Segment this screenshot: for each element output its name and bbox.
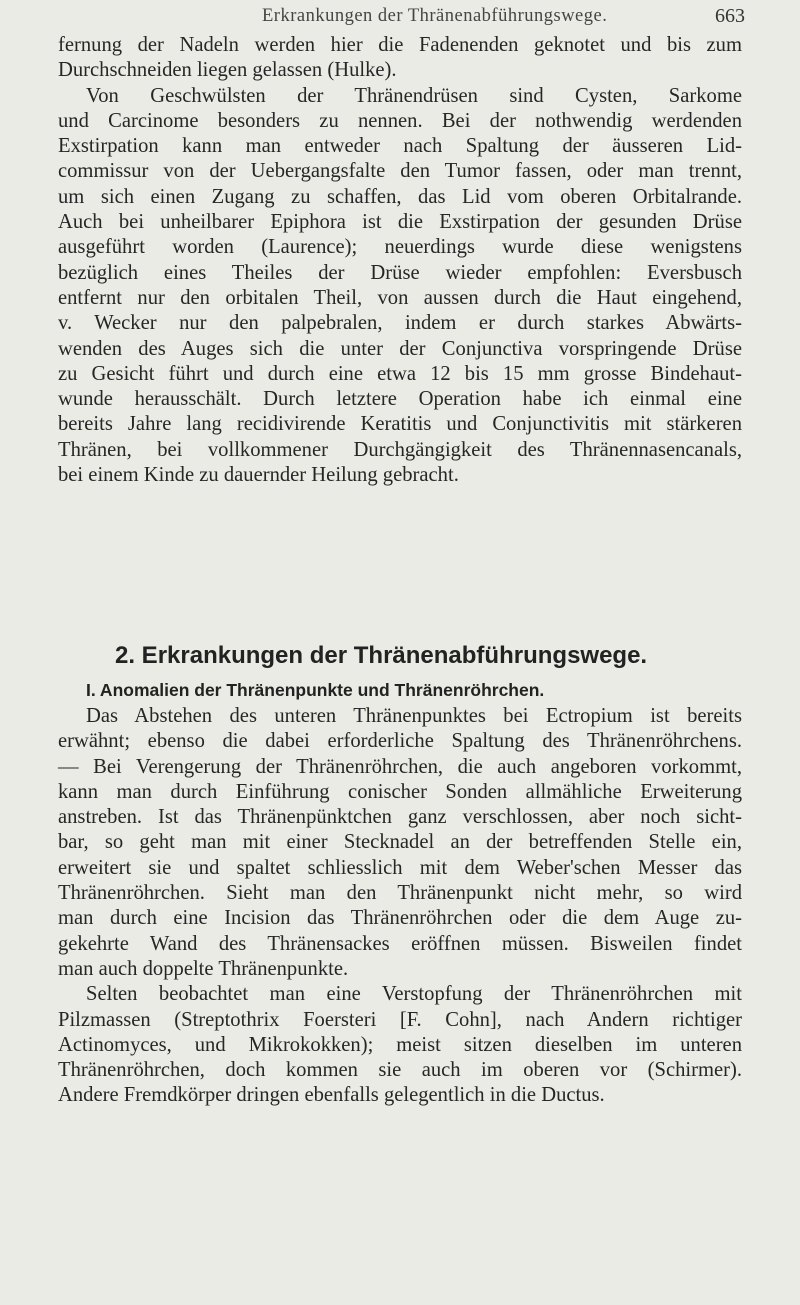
text-line: bereits Jahre lang recidivirende Keratitis und Conjunctivitis mit stärkeren bbox=[58, 413, 742, 436]
text-line: Andere Fremdkörper dringen ebenfalls gelegentlich in die Ductus. bbox=[58, 1084, 605, 1107]
text-line: gekehrte Wand des Thränensackes eröffnen müssen. Bisweilen findet bbox=[58, 932, 742, 955]
text-line: Pilzmassen (Streptothrix Foersteri [F. Cohn], nach Andern richtiger bbox=[58, 1008, 742, 1031]
text-line: bar, so geht man mit einer Stecknadel an der betreffenden Stelle ein, bbox=[58, 831, 742, 854]
text-line: Thränenröhrchen. Sieht man den Thränenpunkt nicht mehr, so wird bbox=[58, 882, 742, 905]
text-line: Durchschneiden liegen gelassen (Hulke). bbox=[58, 59, 397, 82]
text-line: wenden des Auges sich die unter der Conjunctiva vorspringende Drüse bbox=[58, 337, 742, 360]
text-line: bezüglich eines Theiles der Drüse wieder empfohlen: Eversbusch bbox=[58, 261, 742, 284]
paragraph-anomalies bbox=[58, 704, 742, 1109]
section-heading: 2. Erkrankungen der Thränenabführungswege. bbox=[115, 642, 648, 669]
subsection-heading: I. Anomalien der Thränenpunkte und Thränenröhrchen. bbox=[86, 680, 545, 700]
text-line: zu Gesicht führt und durch eine etwa 12 bis 15 mm grosse Bindehaut- bbox=[58, 362, 742, 385]
text-line: um sich einen Zugang zu schaffen, das Lid vom oberen Orbitalrande. bbox=[58, 185, 742, 208]
text-line: Exstirpation kann man entweder nach Spaltung der äusseren Lid- bbox=[58, 135, 742, 158]
text-line: fernung der Nadeln werden hier die Fadenenden geknotet und bis zum bbox=[58, 34, 742, 56]
text-line: kann man durch Einführung conischer Sonden allmähliche Erweiterung bbox=[58, 780, 742, 803]
text-line: Von Geschwülsten der Thränendrüsen sind Cysten, Sarkome bbox=[86, 84, 742, 107]
text-line: erwähnt; ebenso die dabei erforderliche Spaltung des Thränenröhrchens. bbox=[58, 730, 742, 753]
running-head: Erkrankungen der Thränenabführungswege. bbox=[262, 6, 608, 26]
text-line: anstreben. Ist das Thränenpünktchen ganz verschlossen, aber noch sicht- bbox=[58, 806, 742, 829]
text-line: und Carcinome besonders zu nennen. Bei der nothwendig werdenden bbox=[58, 109, 742, 132]
text-line: Thränenröhrchen, doch kommen sie auch im oberen vor (Schirmer). bbox=[58, 1059, 742, 1082]
paragraph-tumors bbox=[58, 33, 742, 488]
page-number: 663 bbox=[715, 5, 745, 27]
text-line: wunde herausschält. Durch letztere Operation habe ich einmal eine bbox=[58, 388, 742, 411]
text-line: Das Abstehen des unteren Thränenpunktes bei Ectropium ist bereits bbox=[86, 705, 742, 727]
text-line: man auch doppelte Thränenpunkte. bbox=[58, 957, 349, 980]
text-line: commissur von der Uebergangsfalte den Tumor fassen, oder man trennt, bbox=[58, 160, 742, 183]
text-line: bei einem Kinde zu dauernder Heilung gebracht. bbox=[58, 464, 459, 487]
text-line: erweitert sie und spaltet schliesslich mit dem Weber'schen Messer das bbox=[58, 856, 742, 879]
text-line: Thränen, bei vollkommener Durchgängigkeit des Thränennasencanals, bbox=[58, 438, 742, 461]
text-line: man durch eine Incision das Thränenröhrchen oder die dem Auge zu- bbox=[58, 907, 742, 930]
text-line: Actinomyces, und Mikrokokken); meist sitzen dieselben im unteren bbox=[58, 1033, 742, 1056]
text-line: Selten beobachtet man eine Verstopfung der Thränenröhrchen mit bbox=[86, 983, 742, 1006]
text-line: ausgeführt worden (Laurence); neuerdings wurde diese wenigstens bbox=[58, 236, 742, 259]
text-line: v. Wecker nur den palpebralen, indem er durch starkes Abwärts- bbox=[58, 312, 742, 335]
text-line: Auch bei unheilbarer Epiphora ist die Exstirpation der gesunden Drüse bbox=[58, 211, 742, 234]
text-line: — Bei Verengerung der Thränenröhrchen, die auch angeboren vorkommt, bbox=[58, 755, 742, 778]
text-line: entfernt nur den orbitalen Theil, von aussen durch die Haut eingehend, bbox=[58, 286, 742, 309]
